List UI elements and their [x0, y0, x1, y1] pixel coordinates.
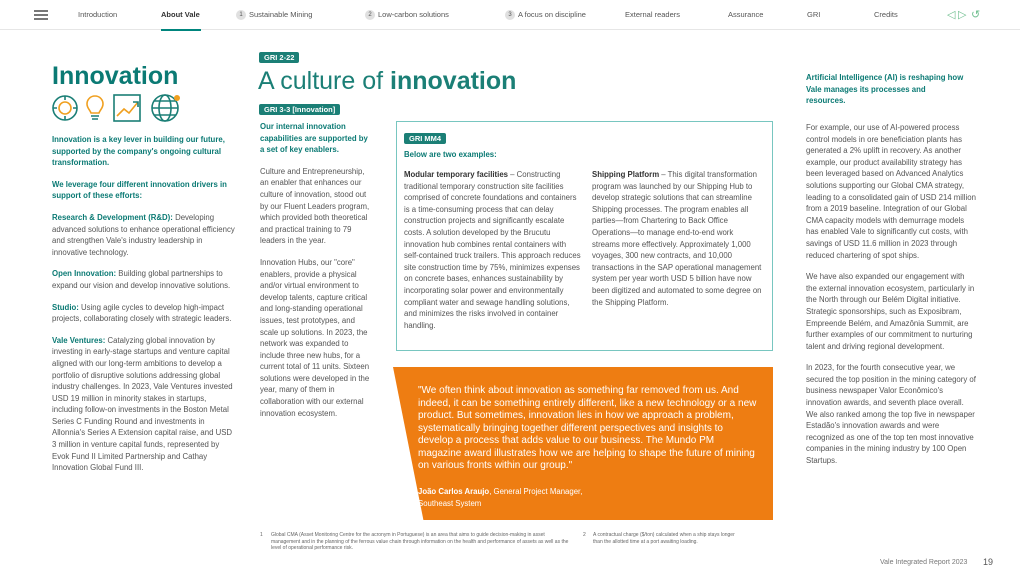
example-text: – Constructing traditional temporary construction site facilities comprised of concrete foundations and containers is a time-consuming process that can delay construction projects and significantly escalate costs. A solution developed by the Brucutu innovation hub combines rental containers with self-contained truck trailers. This approach reduces site construction time by 75%, minimizes expenses on concrete bases, enhances sustainability by incorporating solar power and environmentally compliant water and sewage handling solutions, and minimizes the risks involved in container handling. — [404, 170, 581, 330]
footnote-number: 2 — [583, 532, 586, 538]
nav-assurance[interactable]: Assurance — [728, 10, 764, 19]
nav-number-badge: 1 — [236, 10, 246, 20]
driver-text: Developing advanced solutions to enhance operational efficiency and strengthen Vale's industry leadership in innovative technology. — [52, 212, 235, 257]
example-label: Modular temporary facilities — [404, 170, 508, 179]
ecosystem-paragraph: We have also expanded our engagement with the external innovation ecosystem, particularly in the North through our Belém Digital initiative. Strategic sponsorships, such as Exposibram, Empreende Belém, and Amazônia Summit, are further examples of our commitment to nurturing talent and driving regional development. — [806, 272, 975, 351]
enablers-lead: Our internal innovation capabilities are supported by a set of key enablers. — [260, 122, 368, 155]
active-tab-indicator — [161, 29, 201, 31]
driver-item — [52, 212, 238, 258]
example-shipping-platform — [592, 169, 762, 308]
menu-icon[interactable] — [34, 10, 48, 20]
driver-label: Vale Ventures: — [52, 335, 106, 345]
driver-text: Catalyzing global innovation by investing in early-stage startups and venture capital aligned with our long-term ambitions to develop a portfolio of disruptive solutions addressing global industry challenges. In 2023, Vale Ventures invested USD 19 million in minority stakes in startups, including follow-on investments in the Boston Metal Series C Funding Round and investments in Allonnia's Series A Extension capital raise, and USD 3 million in venture capital funds, represented by Evok Fund II Limited Partnership and Cathay Innovation Global Fund III. — [52, 335, 233, 473]
driver-text: Using agile cycles to develop high-impact projects, collaborating closely with strategic leaders. — [52, 302, 232, 324]
driver-text: Building global partnerships to expand our vision and develop innovative solutions. — [52, 269, 231, 290]
driver-label: Open Innovation: — [52, 269, 117, 279]
growth-chart-icon — [114, 95, 140, 121]
driver-label: Studio: — [52, 302, 79, 312]
drivers-intro: We leverage four different innovation drivers in support of these efforts: — [52, 179, 227, 201]
lightbulb-gear-icon — [53, 96, 77, 120]
driver-item — [52, 302, 238, 325]
quote-text: "We often think about innovation as something far removed from us. And indeed, it can be something entirely different, like a new technology or a new product. But sometimes, innovation lies in how we approach a problem, systematically bringing together different perspectives and insights to develop a process that adds value to our business. The Mundo PM magazine award illustrates how we are helping to shape the future of mining on various fronts within our group." — [418, 385, 757, 471]
return-icon[interactable]: ↺ — [971, 9, 981, 21]
culture-paragraph: Culture and Entrepreneurship, an enabler that enhances our culture of innovation, stood out by our Fluent Leaders program, which provided both theoretical and practical training to 79 leaders in the year. — [260, 166, 370, 246]
nav-number-badge: 3 — [505, 10, 515, 20]
title-plain: A culture of — [258, 67, 391, 95]
example-text: – This digital transformation program was launched by our Shipping Hub to develop strategic solutions that can streamline Shipping processes. The program enables all parties—from Chartering to Back Office Operations—to manage end-to-end work streams more effectively. Approximately 1,000 voyages, 300 new contracts, and 10,000 transactions in the SAP operational management system per year worth USD 5 billion have now been digitized and automated to some degree on the Shipping Platform. — [592, 170, 762, 307]
previous-page-icon[interactable]: ◁ — [947, 9, 956, 21]
gri-mm4-tag: GRI MM4 — [404, 133, 446, 144]
next-page-icon[interactable]: ▷ — [958, 9, 967, 21]
middle-column — [260, 121, 372, 419]
right-column — [806, 122, 976, 467]
nav-sustainable-mining[interactable] — [236, 10, 312, 20]
lightbulb-icon — [87, 96, 103, 119]
nav-gri[interactable]: GRI — [807, 10, 821, 19]
ai-paragraph: For example, our use of AI-powered process control models in ore beneficiation plants has generated a 2% uplift in recovery. As another example, our product availability strategy has been leveraged based on Advanced Analytics solutions supporting our Global CMA strategy, leading to a consolidated gain of USD 214 million from a 2019 baseline. Integration of our Global CMA capacity models with demurrage models has enabled Vale to significantly cut costs, with savings of USD 11.6 million in 2023 through reduced chartering of spot ships. — [806, 123, 976, 260]
gri-tag: GRI 2-22 — [259, 52, 299, 63]
innovation-icons — [51, 92, 186, 124]
nav-focus-discipline[interactable] — [505, 10, 586, 20]
example-label: Shipping Platform — [592, 170, 660, 179]
report-name: Vale Integrated Report 2023 — [880, 559, 968, 566]
title-bold: innovation — [390, 67, 517, 95]
driver-label: Research & Development (R&D): — [52, 212, 173, 222]
nav-number-badge: 2 — [365, 10, 375, 20]
nav-external-readers[interactable]: External readers — [625, 10, 681, 19]
lead-paragraph: Innovation is a key lever in building our future, supported by the company's ongoing cultural transformation. — [52, 135, 225, 168]
driver-item — [52, 268, 238, 291]
page-title — [258, 67, 516, 96]
nav-about-vale[interactable]: About Vale — [161, 10, 200, 19]
nav-label: A focus on discipline — [518, 10, 586, 19]
nav-low-carbon[interactable] — [365, 10, 449, 20]
examples-heading: Below are two examples: — [404, 150, 497, 159]
nav-introduction[interactable]: Introduction — [78, 10, 118, 19]
ai-heading: Artificial Intelligence (AI) is reshaping how Vale manages its processes and resources. — [806, 73, 964, 105]
nav-label: Sustainable Mining — [249, 10, 313, 19]
footnote-text: A contractual charge ($/ton) calculated when a ship stays longer than the allotted time at a port awaiting loading. — [593, 532, 735, 545]
example-modular-facilities — [404, 169, 582, 331]
quote-author — [418, 486, 618, 509]
gri-sub-tag: GRI 3-3 [Innovation] — [259, 104, 340, 115]
nav-label: Low-carbon solutions — [378, 10, 449, 19]
footnote-number: 1 — [260, 532, 263, 538]
footnote-text: Global CMA (Asset Monitoring Centre for the acronym in Portuguese) is an area that aims to guide decision-making in asset management and in the planning of the ferrous value chain through information on the health and performance of assets as well as the level of operational performance risk. — [271, 532, 569, 551]
left-column — [52, 134, 238, 474]
section-title: Innovation — [52, 62, 179, 90]
nav-credits[interactable]: Credits — [874, 10, 898, 19]
driver-item — [52, 335, 238, 474]
top-navigation — [0, 0, 1020, 30]
hubs-paragraph: Innovation Hubs, our "core" enablers, provide a physical and/or virtual environment to develop talents, capture critical and long-standing operational issues, test prototypes, and scale up solutions. In 2023, the network was expanded to include three new hubs, for a current total of 11 units. Sixteen solutions were developed in the year, many of them in collaboration with our external innovation ecosystem. — [260, 257, 370, 418]
page-number: 19 — [983, 557, 994, 567]
author-name: João Carlos Araujo — [418, 487, 490, 496]
author-role: , General Project Manager, Southeast System — [418, 487, 583, 508]
globe-network-icon — [152, 95, 180, 121]
awards-paragraph: In 2023, for the fourth consecutive year, we secured the top position in the mining category of business newspaper Valor Econômico's innovation awards, and seventh place overall. We also ranked among the top five in newspaper Estadão's innovation awards and were recognized as one of the top ten most innovative companies in the mining industry by 100 Open Startups. — [806, 363, 976, 466]
